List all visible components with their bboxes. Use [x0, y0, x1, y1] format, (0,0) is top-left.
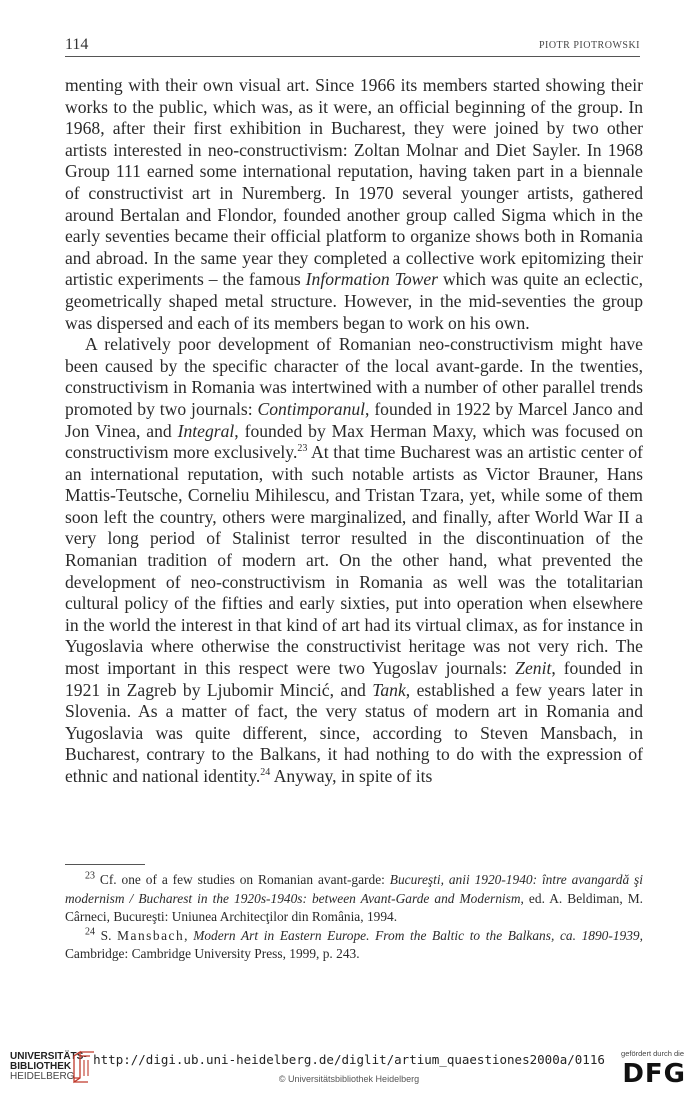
italic-title: Bucureşti, anii 1920-1940: între avangardă şi modernism / Bucharest in the 1920s-1940s: between Avant-Garde and Modernism: [65, 872, 643, 906]
text-run: , founded by Max Herman Maxy, which was focused on constructivism more exclusively.: [65, 420, 643, 463]
footnote-ref-24[interactable]: 24: [260, 767, 271, 779]
copyright-notice: © Universitätsbibliothek Heidelberg: [278, 1074, 420, 1084]
body-text: [65, 75, 643, 788]
paragraph-2: [65, 334, 643, 787]
text-run: Anyway, in spite of its: [270, 766, 433, 786]
footnote-23: [65, 871, 643, 927]
footnotes: [65, 871, 643, 964]
library-name-line-2: BIBLIOTHEK: [10, 1061, 72, 1072]
text-run: S.: [95, 927, 118, 943]
footer-bar: [0, 1040, 698, 1093]
italic-title: Tank: [372, 679, 406, 700]
footnote-rule: [65, 864, 145, 865]
italic-title: Zenit: [515, 658, 552, 679]
text-run: A relatively poor development of Romanian neo-constructivism might have been caused by the specific character of the local avant-garde. In the twenties, constructivism in Romania was intertwined with a number of other parallel trends promoted by two journals:: [65, 334, 643, 419]
dfg-logo[interactable]: DFG: [622, 1059, 686, 1089]
text-run: , ed. A. Beldiman, M. Cârneci, Bucureşti: Uniunea Architecţilor din România, 1994.: [65, 890, 643, 925]
funding-note: gefördert durch die: [621, 1049, 684, 1058]
paragraph-1: [65, 75, 643, 334]
text-run: which was quite an eclectic, geometrically shaped metal structure. However, in the mid-seventies the group was dispersed and each of its members began to work on his own.: [65, 269, 643, 333]
text-run: ,: [184, 927, 194, 943]
text-run: Cf. one of a few studies on Romanian avant-garde:: [95, 872, 390, 887]
text-run: At that time Bucharest was an artistic center of an international reputation, with such notable artists as Victor Brauner, Hans Mattis-Teutsche, Corneliu Mihilescu, and Tristan Tzara, yet, while some of them soon left the country, others were marginalized, and finally, after World War II a very long period of Stalinist terror resulted in the discontinuation of the Romanian tradition of modern art. On the other hand, what prevented the development of neo-constructivism in Romania as well was the totalitarian cultural policy of the fifties and early sixties, put into operation when elsewhere in the world the interest in that kind of art had its virtual climax, as for instance in Yugoslavia where otherwise the constructivist heritage was not very rich. The most important in this respect were two Yugoslav journals:: [65, 442, 643, 679]
text-run: , established a few years later in Slovenia. As a matter of fact, the very status of modern art in Romania and Yugoslavia was quite different, since, according to Steven Mansbach, in Bucharest, contrary to the Balkans, it had nothing to do with the expression of ethnic and national identity.: [65, 679, 643, 786]
text-run: menting with their own visual art. Since 1966 its members started showing their works to the public, which was, as it were, an official beginning of the group. In 1968, after their first exhibition in Bucharest, they were joined by two other artists interested in neo-constructivism: Zoltan Molnar and Diet Sayler. In 1968 Group 111 earned some international reputation, having taken part in a biennale of constructivist art in Nuremberg. In 1970 several younger artists, gathered around Bertalan and Flondor, founded another group called Sigma which in the early seventies became their official platform to organize shows both in Romania and abroad. In the same year they completed a collective work epitomizing their artistic experiments – the famous: [65, 75, 643, 290]
library-name-line-3: HEIDELBERG: [10, 1071, 75, 1082]
text-run: , Cambridge: Cambridge University Press, 1999, p. 243.: [65, 927, 643, 962]
italic-title: Modern Art in Eastern Europe. From the Baltic to the Balkans, ca. 1890-1939: [193, 927, 640, 943]
library-name-line-1: UNIVERSITÄTS-: [10, 1051, 87, 1062]
footnote-24: [65, 927, 643, 964]
page-number: 114: [65, 36, 89, 53]
footnote-number: 24: [85, 926, 95, 938]
text-run: , founded in 1921 in Zagreb by Ljubomir Mincić, and: [65, 658, 643, 700]
author-name: Mansbach: [117, 927, 185, 943]
footnote-number: 23: [85, 870, 95, 882]
header-rule: [65, 56, 640, 57]
text-run: , founded in 1922 by Marcel Janco and Jon Vinea, and: [65, 398, 644, 441]
italic-title: Information Tower: [305, 269, 439, 290]
italic-title: Integral: [177, 420, 235, 441]
italic-title: Contimporanul: [257, 398, 366, 419]
permalink-url[interactable]: http://digi.ub.uni-heidelberg.de/diglit/artium_quaestiones2000a/0116: [93, 1052, 605, 1067]
footnote-ref-23[interactable]: 23: [297, 443, 308, 455]
running-head: PIOTR PIOTROWSKI: [538, 40, 640, 51]
